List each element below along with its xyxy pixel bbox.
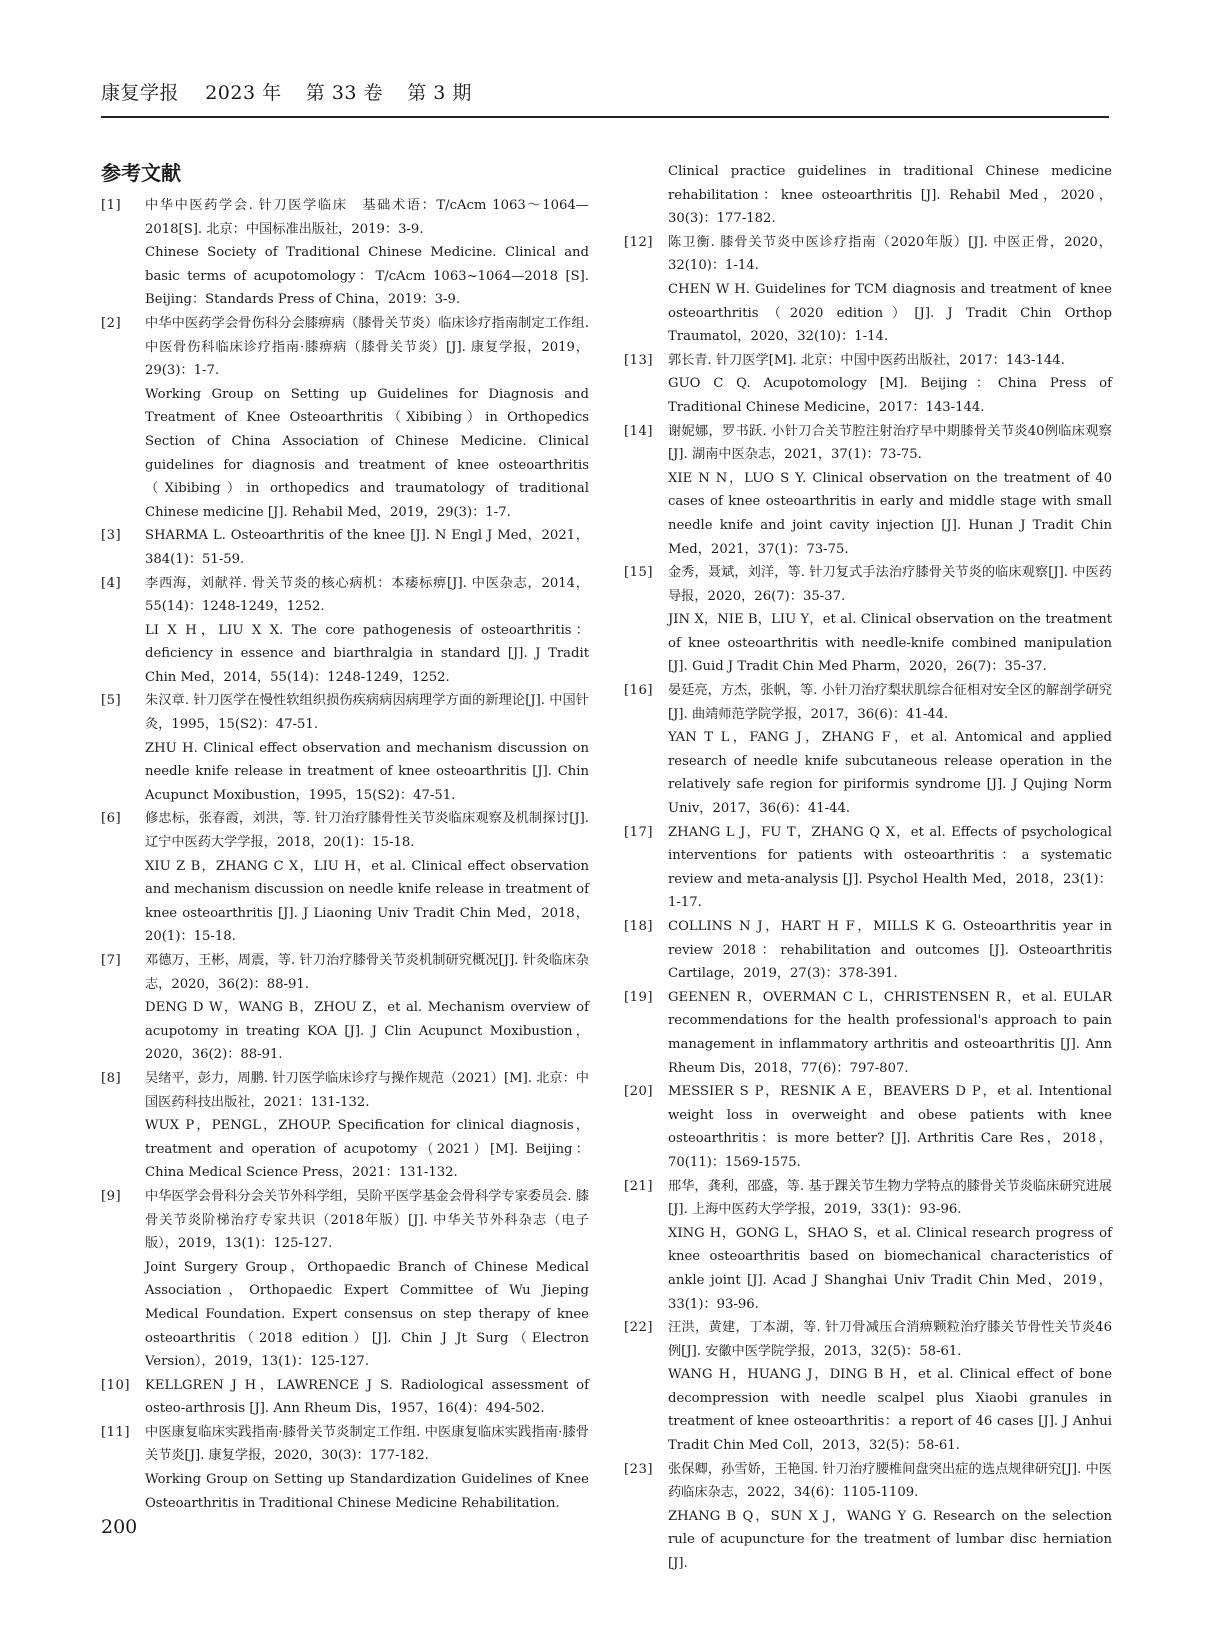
reference-number: [9] <box>101 1188 122 1204</box>
reference-translation: Working Group on Setting up Standardization Guidelines of Knee Osteoarthritis in Traditional Chinese Medicine Rehabilitation. <box>145 1472 589 1511</box>
reference-item <box>101 1067 589 1185</box>
reference-number: [3] <box>101 528 122 544</box>
reference-text: COLLINS N J，HART H F，MILLS K G. Osteoarthritis year in review 2018：rehabilitation and outcomes [J]. Osteoarthritis Cartilage，2019，27(3)：378-391. <box>668 919 1112 982</box>
reference-text: KELLGREN J H，LAWRENCE J S. Radiological assessment of osteo-arthrosis [J]. Ann Rheum Dis，1957，16(4)：494-502. <box>145 1377 589 1417</box>
reference-translation: ZHANG B Q，SUN X J，WANG Y G. Research on the selection rule of acupuncture for the treatment of lumbar disc herniation [J]. <box>668 1508 1112 1572</box>
reference-item <box>624 1080 1112 1174</box>
reference-item <box>101 572 589 690</box>
reference-11-continuation: Clinical practice guidelines in traditional Chinese medicine rehabilitation：knee osteoarthritis [J]. Rehabil Med，2020，30(3)：177-182. <box>668 164 1112 227</box>
reference-item <box>101 949 589 1067</box>
reference-number: [12] <box>624 234 654 250</box>
reference-number: [23] <box>624 1461 654 1477</box>
reference-text: 邓德万，王彬，周震，等. 针刀治疗膝骨关节炎机制研究概况[J]. 针灸临床杂志，2020，36(2)：88-91. <box>145 953 589 992</box>
reference-translation: LI X H，LIU X X. The core pathogenesis of osteoarthritis：deficiency in essence and biarthralgia in standard [J]. J Tradit Chin Med，2014，55(14)：1248-1249，1252. <box>145 622 589 685</box>
right-column <box>624 160 1112 1576</box>
reference-number: [18] <box>624 919 654 934</box>
reference-translation: Chinese Society of Traditional Chinese Medicine. Clinical and basic terms of acupotomology：T/cAcm 1063~1064—2018 [S]. Beijing：Standards Press of China，2019：3-9. <box>145 245 589 308</box>
reference-number: [15] <box>624 565 654 581</box>
reference-text: 中华中医药学会. 针刀医学临床 基础术语：T/cAcm 1063～1064—2018[S]. 北京：中国标准出版社，2019：3-9. <box>145 198 589 237</box>
reference-item <box>101 689 589 807</box>
reference-text: 中华医学会骨科分会关节外科学组，吴阶平医学基金会骨科学专家委员会. 膝骨关节炎阶梯治疗专家共识（2018年版）[J]. 中华关节外科杂志（电子版），2019，13(1)：125-127. <box>145 1188 589 1252</box>
reference-item <box>624 1316 1112 1458</box>
reference-item <box>624 1458 1112 1576</box>
reference-number: [1] <box>101 198 122 213</box>
reference-text: SHARMA L. Osteoarthritis of the knee [J]. N Engl J Med，2021，384(1)：51-59. <box>145 528 589 567</box>
reference-number: [4] <box>101 575 122 591</box>
reference-number: [8] <box>101 1070 122 1086</box>
reference-translation: Joint Surgery Group，Orthopaedic Branch of Chinese Medical Association，Orthopaedic Expert Committee of Wu Jieping Medical Foundation. Expert consensus on step therapy of knee osteoarthritis（2018 edition）[J]. Chin J Jt Surg（Electron Version），2019，13(1)：125-127. <box>145 1259 589 1370</box>
reference-text: 修忠标，张春霞，刘洪，等. 针刀治疗膝骨性关节炎临床观察及机制探讨[J]. 辽宁中医药大学学报，2018，20(1)：15-18. <box>145 811 589 851</box>
reference-text: ZHANG L J，FU T，ZHANG Q X，et al. Effects of psychological interventions for patients with osteoarthritis：a systematic review and meta-analysis [J]. Psychol Health Med，2018，23(1)：1-17. <box>668 824 1112 911</box>
reference-list-left <box>101 194 589 1515</box>
reference-item <box>624 821 1112 915</box>
reference-number: [22] <box>624 1320 654 1336</box>
reference-number: [16] <box>624 683 654 699</box>
reference-text: 汪洪，黄建，丁本湖，等. 针刀骨减压合消痹颗粒治疗膝关节骨性关节炎46例[J]. 安徽中医学院学报，2013，32(5)：58-61. <box>668 1320 1112 1359</box>
journal-issue: 第 3 期 <box>407 82 472 104</box>
reference-item <box>101 312 589 524</box>
references-heading: 参考文献 <box>101 161 181 185</box>
reference-text: MESSIER S P，RESNIK A E，BEAVERS D P，et al. Intentional weight loss in overweight and obese patients with knee osteoarthritis：is more better? [J]. Arthritis Care Res，2018，70(11)：1569-1575. <box>668 1084 1112 1170</box>
reference-item <box>624 420 1112 562</box>
reference-number: [7] <box>101 953 122 968</box>
reference-item <box>624 915 1112 986</box>
reference-item <box>624 986 1112 1080</box>
reference-text: 金秀，聂斌，刘洋，等. 针刀复式手法治疗膝骨关节炎的临床观察[J]. 中医药导报，2020，26(7)：35-37. <box>668 565 1112 604</box>
reference-text: 谢妮娜，罗书跃. 小针刀合关节腔注射治疗早中期膝骨关节炎40例临床观察[J]. 湖南中医杂志，2021，37(1)：73-75. <box>668 423 1112 463</box>
reference-translation: GUO C Q. Acupotomology [M]. Beijing：China Press of Traditional Chinese Medicine，2017：143-144. <box>668 376 1112 415</box>
reference-item <box>101 1374 589 1421</box>
reference-number: [19] <box>624 989 654 1005</box>
journal-year: 2023 年 <box>205 82 282 104</box>
reference-number: [11] <box>101 1424 131 1440</box>
reference-text: 陈卫衡. 膝骨关节炎中医诊疗指南（2020年版）[J]. 中医正骨，2020，32(10)：1-14. <box>668 234 1112 274</box>
reference-number: [5] <box>101 693 122 709</box>
reference-text: 李西海，刘献祥. 骨关节炎的核心病机：本痿标痹[J]. 中医杂志，2014，55(14)：1248-1249，1252. <box>145 575 589 615</box>
reference-number: [17] <box>624 824 654 840</box>
reference-item <box>101 1185 589 1374</box>
reference-item <box>101 1421 589 1515</box>
reference-number: [10] <box>101 1377 131 1393</box>
reference-text: 吴绪平，彭力，周鹏. 针刀医学临床诊疗与操作规范（2021）[M]. 北京：中国医药科技出版社，2021：131-132. <box>145 1070 589 1110</box>
journal-volume: 第 33 卷 <box>305 82 384 104</box>
reference-translation: XING H，GONG L，SHAO S，et al. Clinical research progress of knee osteoarthritis based on biomechanical characteristics of ankle joint [J]. Acad J Shanghai Univ Tradit Chin Med，2019，33(1)：93-96. <box>668 1225 1112 1312</box>
reference-number: [21] <box>624 1178 654 1194</box>
reference-item <box>624 679 1112 821</box>
reference-text: 邢华，龚利，邵盛，等. 基于踝关节生物力学特点的膝骨关节炎临床研究进展[J]. 上海中医药大学学报，2019，33(1)：93-96. <box>668 1178 1112 1218</box>
reference-translation: WANG H，HUANG J，DING B H，et al. Clinical effect of bone decompression with needle scalpel plus Xiaobi granules in treatment of knee osteoarthritis：a report of 46 cases [J]. J Anhui Tradit Chin Med Coll，2013，32(5)：58-61. <box>668 1367 1112 1454</box>
page-number: 200 <box>101 1516 138 1538</box>
reference-number: [6] <box>101 811 122 827</box>
reference-number: [2] <box>101 315 122 331</box>
running-header <box>101 82 1109 118</box>
reference-number: [13] <box>624 352 654 368</box>
reference-text: GEENEN R，OVERMAN C L，CHRISTENSEN R，et al. EULAR recommendations for the health professional's approach to pain management in inflammatory arthritis and osteoarthritis [J]. Ann Rheum Dis，2018，77(6)：797-807. <box>668 989 1112 1076</box>
reference-translation: YAN T L，FANG J，ZHANG F，et al. Antomical and applied research of needle knife subcutaneous release operation in the relatively safe region for piriformis syndrome [J]. J Qujing Norm Univ，2017，36(6)：41-44. <box>668 730 1112 817</box>
reference-text: 晏廷亮，方杰，张帆，等. 小针刀治疗梨状肌综合征相对安全区的解剖学研究[J]. 曲靖师范学院学报，2017，36(6)：41-44. <box>668 683 1112 722</box>
reference-translation: DENG D W，WANG B，ZHOU Z，et al. Mechanism overview of acupotomy in treating KOA [J]. J Clin Acupunct Moxibustion，2020，36(2)：88-91. <box>145 1000 589 1063</box>
reference-item <box>101 194 589 312</box>
reference-translation: JIN X，NIE B，LIU Y，et al. Clinical observation on the treatment of knee osteoarthritis with needle-knife combined manipulation [J]. Guid J Tradit Chin Med Pharm，2020，26(7)：35-37. <box>668 612 1112 675</box>
reference-translation: Working Group on Setting up Guidelines for Diagnosis and Treatment of Knee Osteoarthritis（Xibibing）in Orthopedics Section of China Association of Chinese Medicine. Clinical guidelines for diagnosis and treatment of knee osteoarthritis（Xibibing）in orthopedics and traumatology of traditional Chinese medicine [J]. Rehabil Med，2019，29(3)：1-7. <box>145 386 589 520</box>
reference-translation: ZHU H. Clinical effect observation and mechanism discussion on needle knife release in treatment of knee osteoarthritis [J]. Chin Acupunct Moxibustion，1995，15(S2)：47-51. <box>145 740 589 803</box>
reference-text: 中医康复临床实践指南·膝骨关节炎制定工作组. 中医康复临床实践指南·膝骨关节炎[J]. 康复学报，2020，30(3)：177-182. <box>145 1424 589 1464</box>
reference-text: 中华中医药学会骨伤科分会膝痹病（膝骨关节炎）临床诊疗指南制定工作组. 中医骨伤科临床诊疗指南·膝痹病（膝骨关节炎）[J]. 康复学报，2019，29(3)：1-7. <box>145 315 589 379</box>
reference-list-right <box>624 231 1112 1576</box>
reference-item <box>101 807 589 949</box>
reference-text: 朱汉章. 针刀医学在慢性软组织损伤疾病病因病理学方面的新理论[J]. 中国针灸，1995，15(S2)：47-51. <box>145 693 589 733</box>
reference-item <box>624 1175 1112 1317</box>
reference-number: [20] <box>624 1084 654 1100</box>
reference-text: 郭长青. 针刀医学[M]. 北京：中国中医药出版社，2017：143-144. <box>668 352 1065 368</box>
reference-translation: WUX P，PENGL，ZHOUP. Specification for clinical diagnosis，treatment and operation of acupotomy（2021）[M]. Beijing：China Medical Science Press，2021：131-132. <box>145 1118 589 1181</box>
reference-number: [14] <box>624 423 654 439</box>
left-column <box>101 160 589 1515</box>
reference-item <box>624 561 1112 679</box>
reference-translation: XIE N N，LUO S Y. Clinical observation on the treatment of 40 cases of knee osteoarthritis in early and middle stage with small needle knife and joint cavity injection [J]. Hunan J Tradit Chin Med，2021，37(1)：73-75. <box>668 470 1112 557</box>
reference-item <box>624 231 1112 349</box>
reference-text: 张保卿，孙雪娇，王艳国. 针刀治疗腰椎间盘突出症的选点规律研究[J]. 中医药临床杂志，2022，34(6)：1105-1109. <box>668 1461 1112 1501</box>
reference-item <box>624 349 1112 420</box>
journal-name: 康复学报 <box>101 82 180 104</box>
reference-item <box>101 524 589 571</box>
reference-translation: CHEN W H. Guidelines for TCM diagnosis and treatment of knee osteoarthritis（2020 edition）[J]. J Tradit Chin Orthop Traumatol，2020，32(10)：1-14. <box>668 281 1112 345</box>
reference-translation: XIU Z B，ZHANG C X，LIU H，et al. Clinical effect observation and mechanism discussion on needle knife release in treatment of knee osteoarthritis [J]. J Liaoning Univ Tradit Chin Med，2018，20(1)：15-18. <box>145 858 589 945</box>
